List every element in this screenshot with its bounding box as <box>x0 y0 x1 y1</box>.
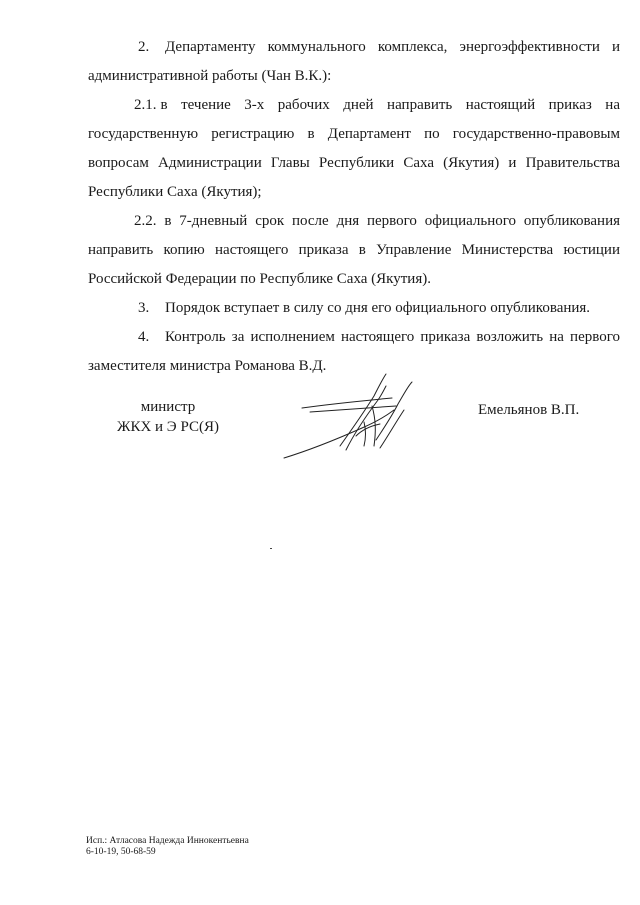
executor-name: Исп.: Атласова Надежда Иннокентьевна <box>86 836 249 846</box>
paragraph-text: Порядок вступает в силу со дня его официального опубликования. <box>165 300 591 316</box>
executor-footer <box>86 836 249 858</box>
paragraph-2-line-1 <box>88 37 620 57</box>
item-number-4: 4. <box>138 329 150 345</box>
handwritten-signature <box>280 370 440 470</box>
paragraph-text: Российской Федерации по Республике Саха (Якутия). <box>88 271 431 287</box>
item-number-3: 3. <box>138 300 150 316</box>
item-number-2: 2. <box>138 39 150 55</box>
paragraph-4-line-1 <box>88 327 620 347</box>
paragraph-text: заместителя министра Романова В.Д. <box>88 358 327 374</box>
paragraph-text: государственную регистрацию в Департамент по государственно-правовым <box>88 126 620 142</box>
paragraph-3 <box>88 298 640 318</box>
paragraph-text: Контроль за исполнением настоящего приказа возложить на первого <box>165 329 620 345</box>
paragraph-2-1-line-1 <box>88 95 620 115</box>
position-title: министр <box>140 399 196 415</box>
paragraph-text: административной работы (Чан В.К.): <box>88 68 332 84</box>
paragraph-text: Республики Саха (Якутия); <box>88 184 262 200</box>
paragraph-text: 2.2. в 7-дневный срок после дня первого официального опубликования <box>134 213 620 229</box>
paragraph-text: в течение 3-х рабочих дней направить настоящий приказ на <box>160 97 620 113</box>
position-organization: ЖКХ и Э РС(Я) <box>117 419 219 435</box>
paragraph-2-1-line-2 <box>88 124 620 144</box>
paragraph-text: направить копию настоящего приказа в Управление Министерства юстиции <box>88 242 620 258</box>
paragraph-2-2-line-3 <box>88 269 620 289</box>
paragraph-text: Департаменту коммунального комплекса, энергоэффективности и <box>165 39 620 55</box>
item-number-2-1: 2.1. <box>134 97 157 113</box>
executor-phones: 6-10-19, 50-68-59 <box>86 847 156 857</box>
paragraph-2-2-line-1 <box>88 211 620 231</box>
paragraph-2-1-line-4 <box>88 182 620 202</box>
paragraph-text: вопросам Администрации Главы Республики Саха (Якутия) и Правительства <box>88 155 620 171</box>
scan-speck <box>270 548 272 549</box>
signatory-position <box>98 397 238 437</box>
paragraph-2-2-line-2 <box>88 240 620 260</box>
paragraph-2-line-2 <box>88 66 620 86</box>
signatory-name: Емельянов В.П. <box>478 402 580 418</box>
paragraph-2-1-line-3 <box>88 153 620 173</box>
